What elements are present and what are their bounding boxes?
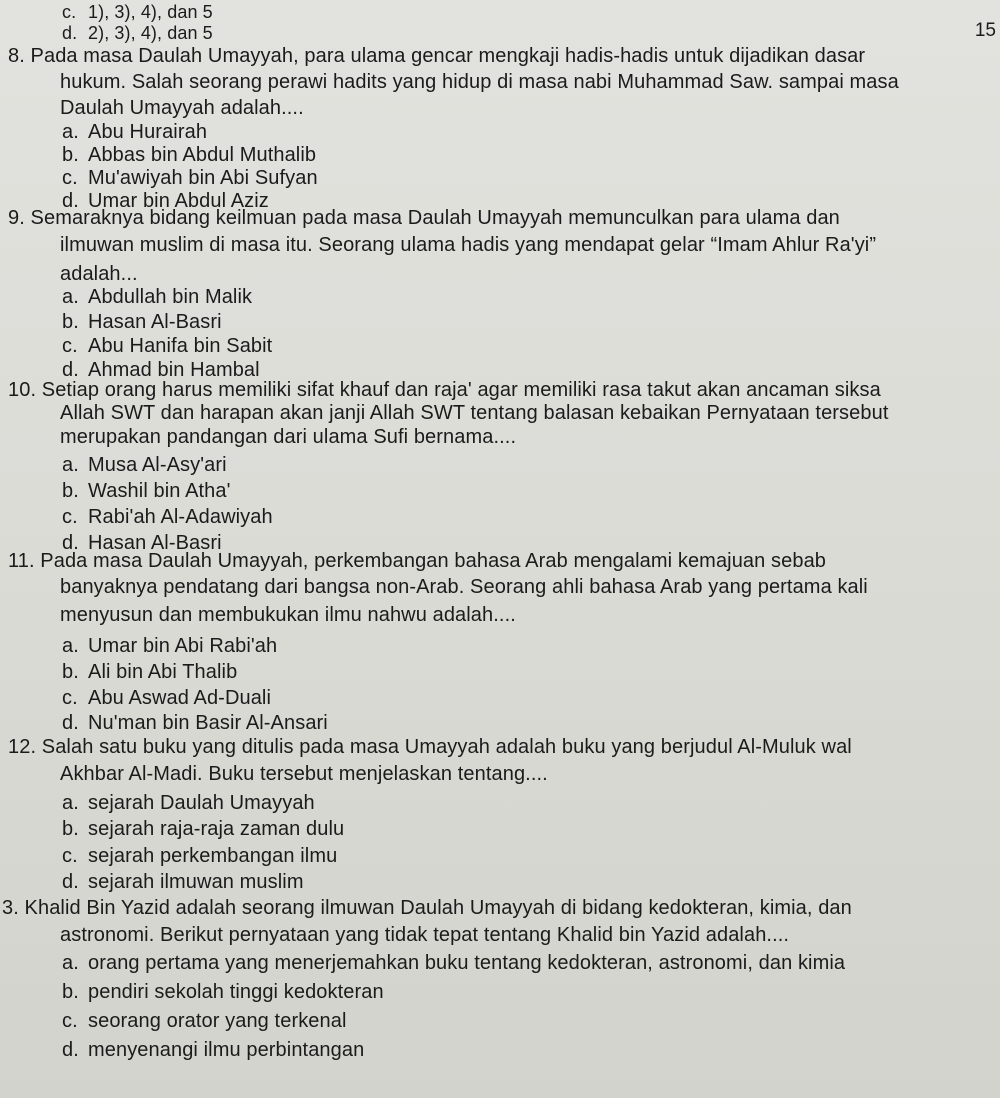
option-letter: d. <box>62 190 79 212</box>
option-text: Nu'man bin Basir Al-Ansari <box>88 712 328 734</box>
question-12-line-1: 12. Salah satu buku yang ditulis pada masa Umayyah adalah buku yang berjudul Al-Muluk wal <box>8 736 852 758</box>
option-text: sejarah ilmuwan muslim <box>88 871 304 893</box>
option-text: pendiri sekolah tinggi kedokteran <box>88 981 384 1003</box>
option-letter: b. <box>62 981 79 1003</box>
question-11-line-2: banyaknya pendatang dari bangsa non-Arab. Seorang ahli bahasa Arab yang pertama kali <box>60 576 868 598</box>
prev-option-d <box>62 21 213 45</box>
option-text: 2), 3), 4), dan 5 <box>88 23 213 43</box>
option-text: sejarah perkembangan ilmu <box>88 845 338 867</box>
option-text: Umar bin Abi Rabi'ah <box>88 635 278 657</box>
question-10-line-1: 10. Setiap orang harus memiliki sifat khauf dan raja' agar memiliki rasa takut akan ancaman siksa <box>8 379 881 401</box>
option-text: Musa Al-Asy'ari <box>88 454 227 476</box>
question-11-option-d <box>62 711 328 735</box>
question-8-option-b <box>62 143 316 167</box>
option-text: seorang orator yang terkenal <box>88 1010 347 1032</box>
option-text: sejarah Daulah Umayyah <box>88 792 315 814</box>
option-letter: c. <box>62 845 78 867</box>
option-letter: d. <box>62 1039 79 1061</box>
question-13-option-d <box>62 1038 364 1062</box>
option-letter: a. <box>62 121 79 143</box>
question-10-option-b <box>62 479 231 503</box>
option-letter: a. <box>62 454 79 476</box>
question-10-option-c <box>62 505 273 529</box>
option-letter: b. <box>62 661 79 683</box>
option-letter: d. <box>62 871 79 893</box>
question-11-option-a <box>62 634 277 658</box>
question-9-option-a <box>62 285 252 309</box>
question-12-option-b <box>62 817 344 841</box>
option-letter: d. <box>62 712 79 734</box>
option-text: Ahmad bin Hambal <box>88 359 260 381</box>
option-text: Abu Hanifa bin Sabit <box>88 335 273 357</box>
option-letter: a. <box>62 952 79 974</box>
option-text: menyenangi ilmu perbintangan <box>88 1039 365 1061</box>
question-9-option-c <box>62 334 272 358</box>
question-10-line-2: Allah SWT dan harapan akan janji Allah SWT tentang balasan kebaikan Pernyataan tersebut <box>60 402 889 424</box>
option-text: 1), 3), 4), dan 5 <box>88 2 213 22</box>
question-11-line-3: menyusun dan membukukan ilmu nahwu adalah.... <box>60 604 516 626</box>
option-letter: a. <box>62 635 79 657</box>
option-letter: d. <box>62 23 78 43</box>
page-number: 15 <box>974 20 996 41</box>
question-9-option-b <box>62 310 222 334</box>
option-text: Umar bin Abdul Aziz <box>88 190 269 212</box>
question-11-option-c <box>62 686 271 710</box>
question-8-line-2: hukum. Salah seorang perawi hadits yang hidup di masa nabi Muhammad Saw. sampai masa <box>60 71 899 93</box>
option-letter: c. <box>62 167 78 189</box>
question-12-line-2: Akhbar Al-Madi. Buku tersebut menjelaskan tentang.... <box>60 763 548 785</box>
option-text: Abdullah bin Malik <box>88 286 253 308</box>
question-10-option-a <box>62 453 227 477</box>
question-9-line-1: 9. Semaraknya bidang keilmuan pada masa Daulah Umayyah memunculkan para ulama dan <box>8 207 840 229</box>
question-8-option-a <box>62 120 207 144</box>
option-letter: c. <box>62 1010 78 1032</box>
option-letter: c. <box>62 335 78 357</box>
question-12-option-c <box>62 844 337 868</box>
question-13-line-1: 3. Khalid Bin Yazid adalah seorang ilmuwan Daulah Umayyah di bidang kedokteran, kimia, dan <box>2 897 852 919</box>
option-text: Hasan Al-Basri <box>88 532 222 554</box>
question-13-option-c <box>62 1009 347 1033</box>
option-letter: c. <box>62 687 78 709</box>
option-letter: b. <box>62 818 79 840</box>
option-letter: a. <box>62 286 79 308</box>
option-letter: b. <box>62 311 79 333</box>
option-letter: c. <box>62 506 78 528</box>
question-9-line-2: ilmuwan muslim di masa itu. Seorang ulama hadis yang mendapat gelar “Imam Ahlur Ra'yi” <box>60 234 877 256</box>
option-text: Abu Hurairah <box>88 121 208 143</box>
option-letter: d. <box>62 532 79 554</box>
option-text: sejarah raja-raja zaman dulu <box>88 818 345 840</box>
option-text: orang pertama yang menerjemahkan buku tentang kedokteran, astronomi, dan kimia <box>88 952 846 974</box>
option-text: Mu'awiyah bin Abi Sufyan <box>88 167 318 189</box>
question-9-line-3: adalah... <box>60 263 138 285</box>
question-10-line-3: merupakan pandangan dari ulama Sufi bernama.... <box>60 426 517 448</box>
question-8-option-c <box>62 166 318 190</box>
option-text: Hasan Al-Basri <box>88 311 222 333</box>
question-11-line-1: 11. Pada masa Daulah Umayyah, perkembangan bahasa Arab mengalami kemajuan sebab <box>8 550 827 572</box>
question-12-option-a <box>62 791 315 815</box>
option-letter: b. <box>62 480 79 502</box>
question-12-option-d <box>62 870 304 894</box>
question-13-option-b <box>62 980 384 1004</box>
option-text: Abu Aswad Ad-Duali <box>88 687 272 709</box>
option-text: Rabi'ah Al-Adawiyah <box>88 506 273 528</box>
option-letter: c. <box>62 2 77 22</box>
option-letter: a. <box>62 792 79 814</box>
question-13-option-a <box>62 951 845 975</box>
question-8-line-3: Daulah Umayyah adalah.... <box>60 97 304 119</box>
option-text: Ali bin Abi Thalib <box>88 661 238 683</box>
question-8-line-1: 8. Pada masa Daulah Umayyah, para ulama gencar mengkaji hadis-hadis untuk dijadikan dasar <box>8 45 866 67</box>
option-text: Abbas bin Abdul Muthalib <box>88 144 317 166</box>
option-letter: d. <box>62 359 79 381</box>
question-13-line-2: astronomi. Berikut pernyataan yang tidak tepat tentang Khalid bin Yazid adalah.... <box>60 924 790 946</box>
option-letter: b. <box>62 144 79 166</box>
option-text: Washil bin Atha' <box>88 480 231 502</box>
question-11-option-b <box>62 660 237 684</box>
